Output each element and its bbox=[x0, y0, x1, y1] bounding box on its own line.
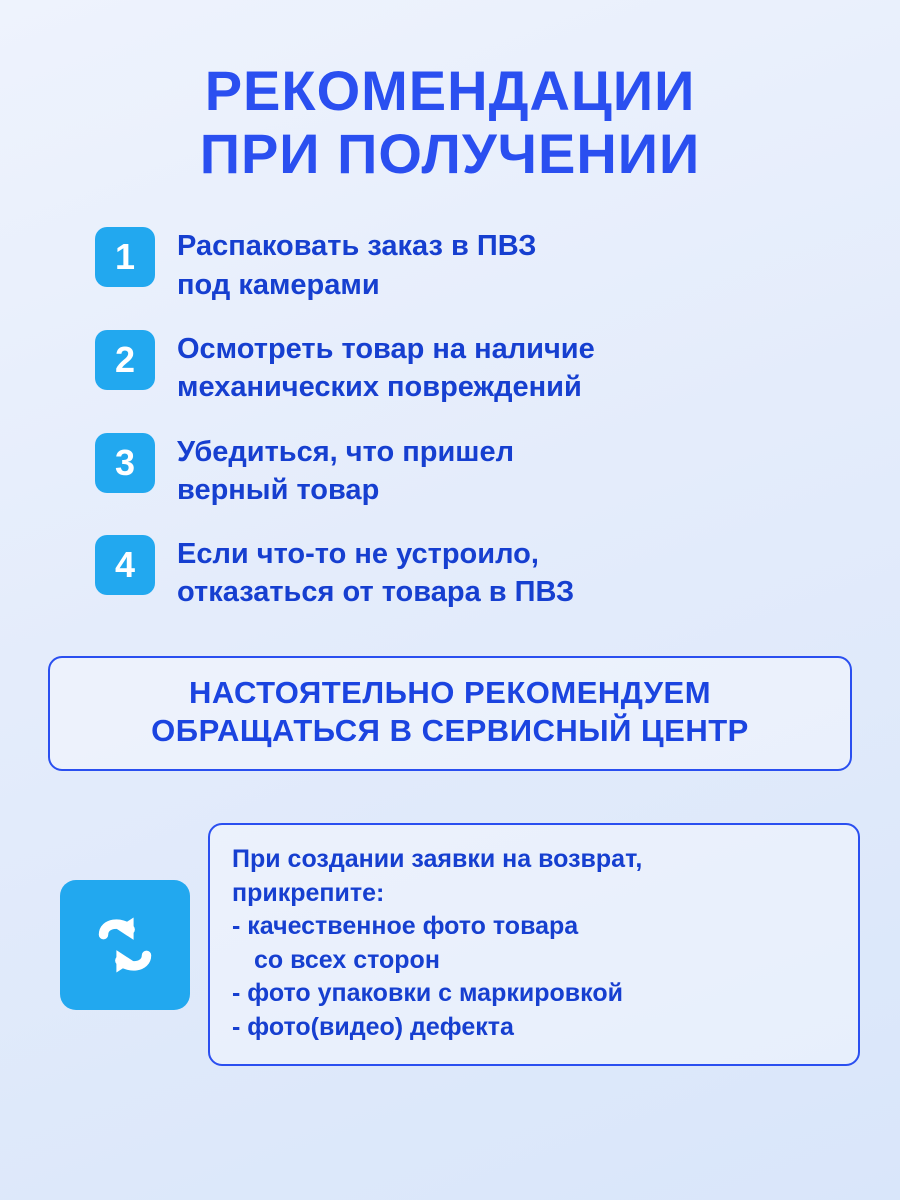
note-line: со всех сторон bbox=[254, 945, 440, 974]
note-line: - качественное фото товара bbox=[232, 912, 579, 941]
step-text-line: Убедиться, что пришел bbox=[177, 435, 514, 468]
step-text bbox=[177, 431, 514, 510]
return-request-note bbox=[208, 823, 860, 1066]
page-title-line-2: ПРИ ПОЛУЧЕНИИ bbox=[199, 121, 701, 185]
list-item bbox=[95, 533, 860, 612]
step-number-badge: 1 bbox=[95, 227, 155, 287]
step-text-line: Распаковать заказ в ПВЗ bbox=[177, 230, 537, 263]
step-number-badge: 2 bbox=[95, 330, 155, 390]
note-line: прикрепите: bbox=[232, 878, 385, 907]
refresh-exchange-icon bbox=[60, 880, 190, 1010]
step-text-line: механических повреждений bbox=[177, 371, 582, 404]
list-item bbox=[95, 225, 860, 304]
step-text-line: верный товар bbox=[177, 473, 380, 506]
note-line: - фото(видео) дефекта bbox=[232, 1012, 514, 1041]
service-center-banner bbox=[48, 656, 852, 772]
banner-line-2: ОБРАЩАТЬСЯ В СЕРВИСНЫЙ ЦЕНТР bbox=[151, 713, 749, 749]
list-item bbox=[95, 431, 860, 510]
step-text bbox=[177, 533, 574, 612]
step-text-line: Если что-то не устроило, bbox=[177, 538, 539, 571]
step-text-line: Осмотреть товар на наличие bbox=[177, 332, 595, 365]
step-number-badge: 4 bbox=[95, 535, 155, 595]
return-note-block bbox=[40, 823, 860, 1066]
step-text bbox=[177, 328, 595, 407]
banner-line-1: НАСТОЯТЕЛЬНО РЕКОМЕНДУЕМ bbox=[188, 674, 712, 710]
note-line: - фото упаковки с маркировкой bbox=[232, 979, 623, 1008]
note-line: При создании заявки на возврат, bbox=[232, 845, 643, 874]
page-title-line-1: РЕКОМЕНДАЦИИ bbox=[204, 59, 696, 122]
steps-list bbox=[95, 225, 860, 611]
page-title bbox=[40, 60, 860, 185]
step-text-line: под камерами bbox=[177, 268, 380, 301]
step-text bbox=[177, 225, 536, 304]
list-item bbox=[95, 328, 860, 407]
step-number-badge: 3 bbox=[95, 433, 155, 493]
step-text-line: отказаться от товара в ПВЗ bbox=[177, 576, 575, 609]
